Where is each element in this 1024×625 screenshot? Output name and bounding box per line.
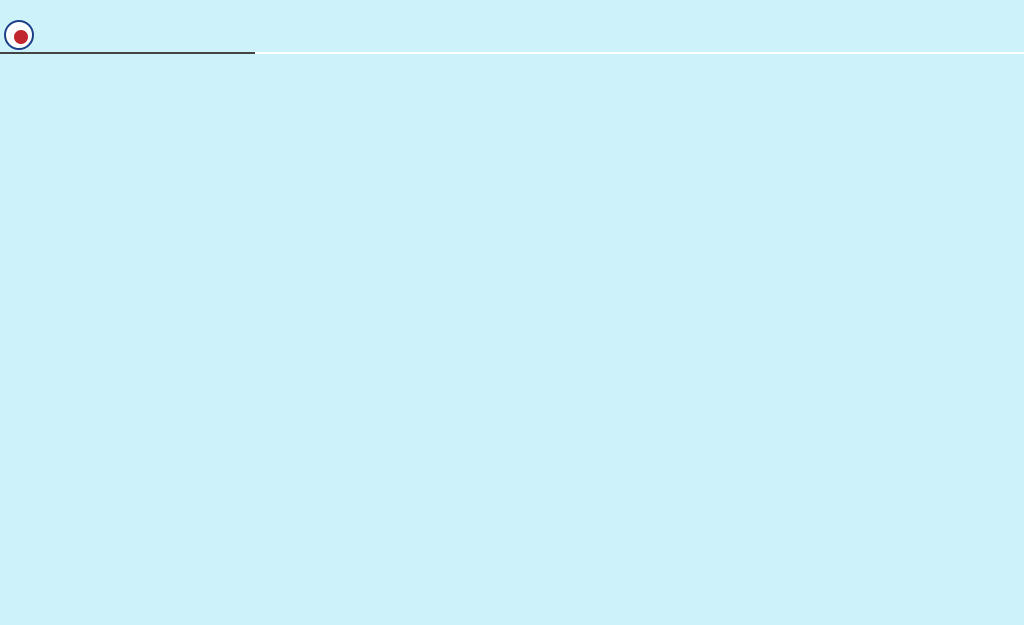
ranking-table: [0, 52, 1024, 54]
header-bar: [0, 0, 1024, 52]
col-header-club: [178, 53, 254, 54]
col-header-player: [25, 53, 178, 54]
association-logo-icon: [4, 20, 34, 50]
col-header-num: [1, 53, 26, 54]
